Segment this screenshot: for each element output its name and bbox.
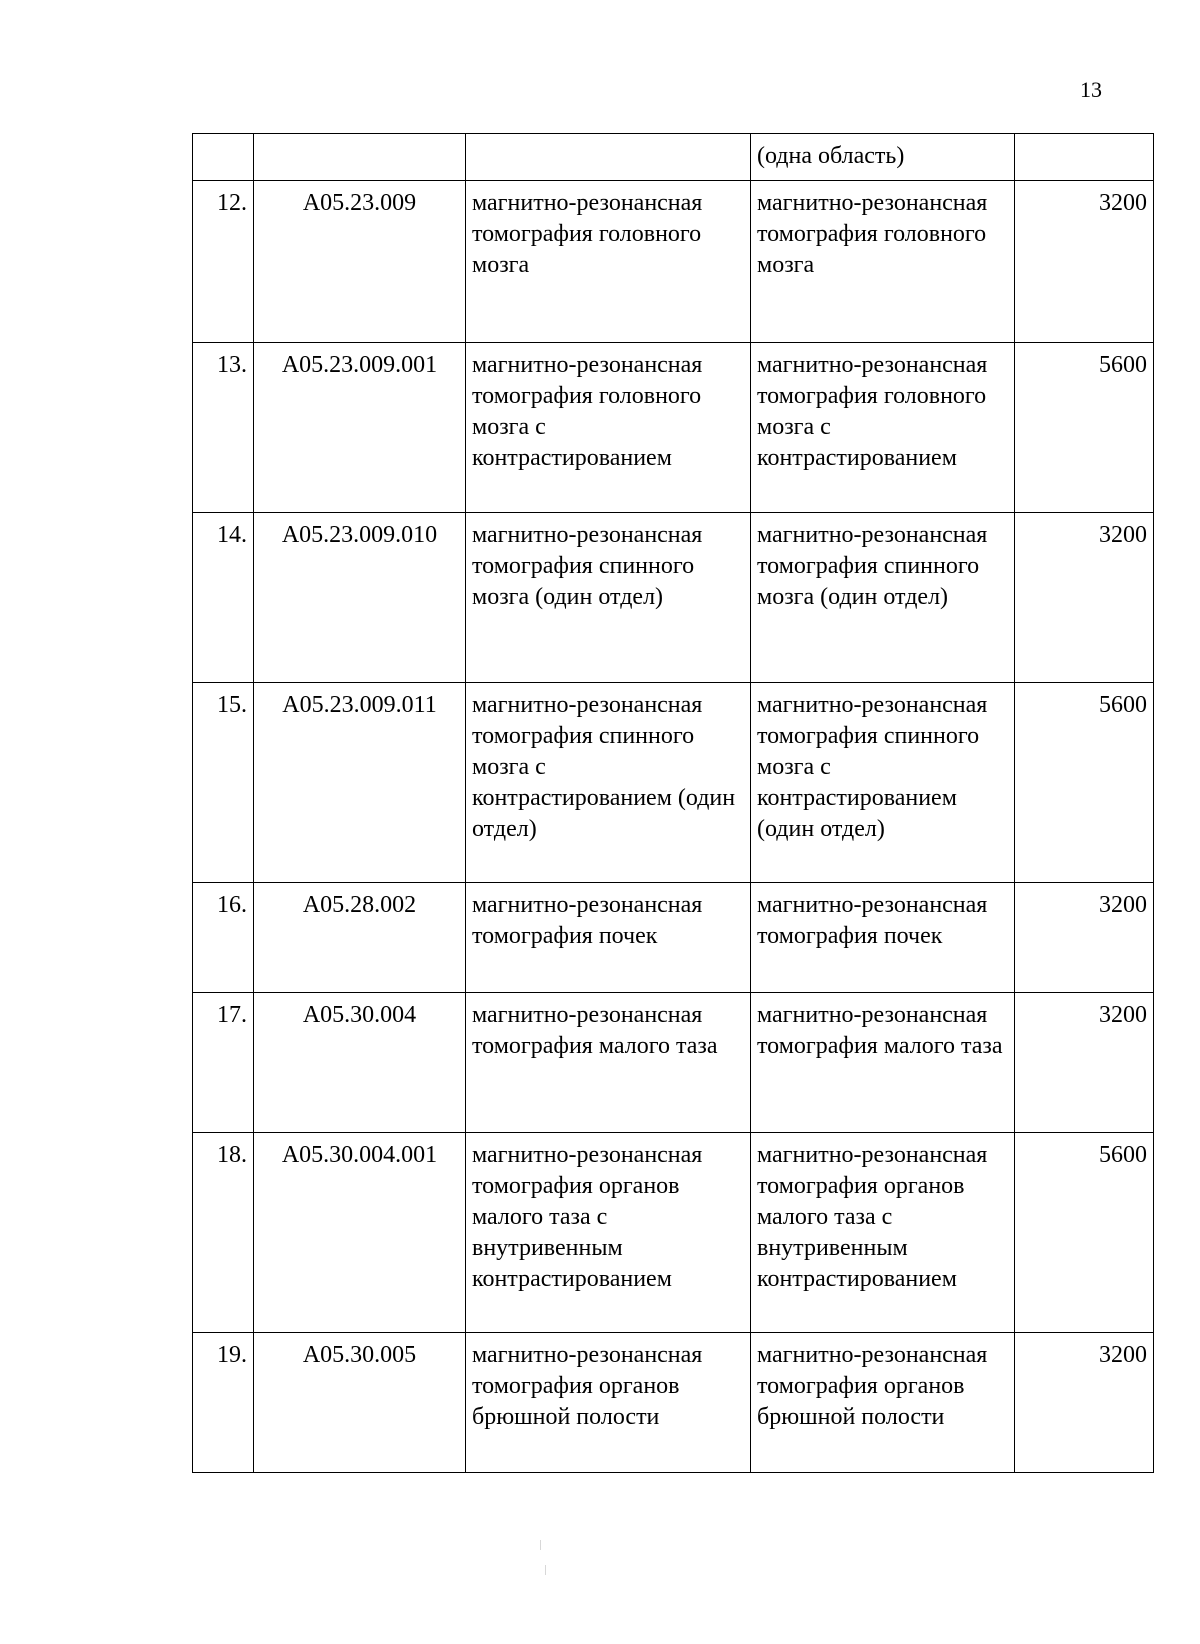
scan-artifact xyxy=(545,1565,546,1575)
service-code: А05.23.009 xyxy=(254,181,466,343)
service-name: магнитно-резонансная томография головного мозга с контрастированием xyxy=(466,343,751,513)
service-name-alt: (одна область) xyxy=(751,134,1015,181)
service-name: магнитно-резонансная томография почек xyxy=(466,883,751,993)
service-code: А05.23.009.011 xyxy=(254,683,466,883)
service-name-alt: магнитно-резонансная томография головного мозга xyxy=(751,181,1015,343)
service-price: 3200 xyxy=(1015,513,1154,683)
row-number: 14. xyxy=(193,513,254,683)
service-code xyxy=(254,134,466,181)
table-row-continuation xyxy=(193,134,1154,181)
table-row xyxy=(193,1333,1154,1473)
service-price: 3200 xyxy=(1015,883,1154,993)
table-row xyxy=(193,683,1154,883)
service-price: 5600 xyxy=(1015,1133,1154,1333)
service-name-alt: магнитно-резонансная томография спинного мозга (один отдел) xyxy=(751,513,1015,683)
service-price: 3200 xyxy=(1015,181,1154,343)
service-price xyxy=(1015,134,1154,181)
row-number: 18. xyxy=(193,1133,254,1333)
row-number: 13. xyxy=(193,343,254,513)
service-price: 3200 xyxy=(1015,993,1154,1133)
row-number: 15. xyxy=(193,683,254,883)
service-name: магнитно-резонансная томография органов брюшной полости xyxy=(466,1333,751,1473)
table-row xyxy=(193,993,1154,1133)
service-code: А05.28.002 xyxy=(254,883,466,993)
row-number xyxy=(193,134,254,181)
service-code: А05.30.004 xyxy=(254,993,466,1133)
service-name xyxy=(466,134,751,181)
service-name-alt: магнитно-резонансная томография спинного мозга с контрастированием (один отдел) xyxy=(751,683,1015,883)
service-name: магнитно-резонансная томография спинного мозга с контрастированием (один отдел) xyxy=(466,683,751,883)
row-number: 16. xyxy=(193,883,254,993)
service-name: магнитно-резонансная томография спинного мозга (один отдел) xyxy=(466,513,751,683)
service-code: А05.30.004.001 xyxy=(254,1133,466,1333)
service-name-alt: магнитно-резонансная томография органов малого таза с внутривенным контрастированием xyxy=(751,1133,1015,1333)
service-name-alt: магнитно-резонансная томография малого таза xyxy=(751,993,1015,1133)
scan-artifact xyxy=(540,1540,541,1550)
service-name: магнитно-резонансная томография органов малого таза с внутривенным контрастированием xyxy=(466,1133,751,1333)
service-name-alt: магнитно-резонансная томография органов брюшной полости xyxy=(751,1333,1015,1473)
service-name-alt: магнитно-резонансная томография головного мозга с контрастированием xyxy=(751,343,1015,513)
page-number: 13 xyxy=(1080,77,1102,102)
row-number: 12. xyxy=(193,181,254,343)
service-name: магнитно-резонансная томография малого таза xyxy=(466,993,751,1133)
row-number: 19. xyxy=(193,1333,254,1473)
table-row xyxy=(193,1133,1154,1333)
service-price: 5600 xyxy=(1015,683,1154,883)
service-code: А05.23.009.001 xyxy=(254,343,466,513)
row-number: 17. xyxy=(193,993,254,1133)
service-code: А05.30.005 xyxy=(254,1333,466,1473)
service-code: А05.23.009.010 xyxy=(254,513,466,683)
service-price: 5600 xyxy=(1015,343,1154,513)
table-row xyxy=(193,513,1154,683)
table-row xyxy=(193,343,1154,513)
table-row xyxy=(193,883,1154,993)
price-table xyxy=(192,133,1154,1473)
service-name: магнитно-резонансная томография головного мозга xyxy=(466,181,751,343)
service-name-alt: магнитно-резонансная томография почек xyxy=(751,883,1015,993)
service-price: 3200 xyxy=(1015,1333,1154,1473)
table-row xyxy=(193,181,1154,343)
